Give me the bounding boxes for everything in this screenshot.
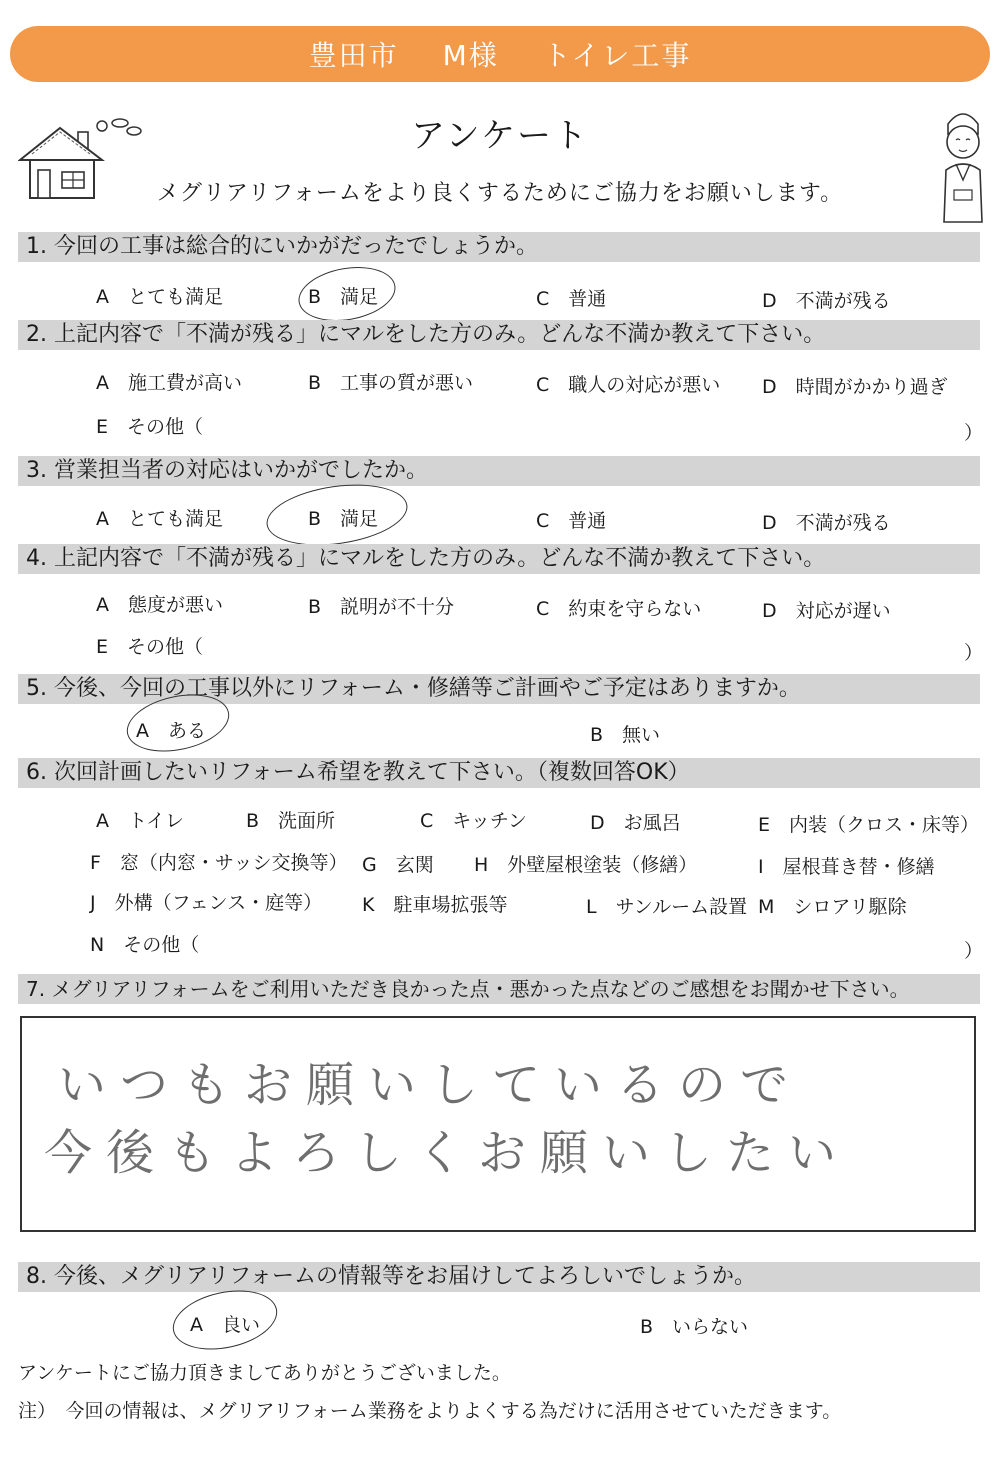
q6-option-k[interactable]: K 駐車場拡張等 <box>362 894 508 916</box>
q6-option-f[interactable]: F 窓（内窓・サッシ交換等） <box>90 852 348 874</box>
q3-option-c[interactable]: C 普通 <box>536 510 607 532</box>
page-title: アンケート <box>411 116 589 156</box>
q2-option-c[interactable]: C 職人の対応が悪い <box>536 374 721 396</box>
q8-option-b[interactable]: B いらない <box>640 1316 749 1338</box>
question-6: 6. 次回計画したいリフォーム希望を教えて下さい。（複数回答OK） <box>18 758 980 788</box>
q6-option-d[interactable]: D お風呂 <box>590 812 681 834</box>
q6-option-e[interactable]: E 内装（クロス・床等） <box>758 814 980 836</box>
q5-option-b[interactable]: B 無い <box>590 724 661 746</box>
q4-option-b[interactable]: B 説明が不十分 <box>308 596 455 618</box>
q1-option-c[interactable]: C 普通 <box>536 288 607 310</box>
footer-thanks: アンケートにご協力頂きましてありがとうございました。 <box>18 1362 511 1384</box>
footer-note: 注） 今回の情報は、メグリアリフォーム業務をよりよくする為だけに活用させていただきます。 <box>18 1400 842 1422</box>
q4-option-a[interactable]: A 態度が悪い <box>96 594 223 616</box>
q6-option-n[interactable]: N その他（ <box>90 934 200 956</box>
q2-option-a[interactable]: A 施工費が高い <box>96 372 242 394</box>
q2-paren-close: ） <box>964 422 984 444</box>
q8-option-a[interactable]: A 良い <box>190 1314 260 1336</box>
q6-option-h[interactable]: H 外壁屋根塗装（修繕） <box>474 854 698 876</box>
q6-option-g[interactable]: G 玄関 <box>362 854 434 876</box>
q6-paren-close: ） <box>964 940 984 962</box>
q3-option-b[interactable]: B 満足 <box>308 508 379 530</box>
q6-option-i[interactable]: I 屋根葺き替・修繕 <box>758 856 935 878</box>
q3-option-a[interactable]: A とても満足 <box>96 508 223 530</box>
question-4: 4. 上記内容で「不満が残る」にマルをした方のみ。どんな不満か教えて下さい。 <box>18 544 980 574</box>
question-2: 2. 上記内容で「不満が残る」にマルをした方のみ。どんな不満か教えて下さい。 <box>18 320 980 350</box>
q2-option-e[interactable]: E その他（ <box>96 416 204 438</box>
q6-option-a[interactable]: A トイレ <box>96 810 185 832</box>
q6-option-m[interactable]: M シロアリ駆除 <box>758 896 907 918</box>
q6-option-j[interactable]: J 外構（フェンス・庭等） <box>90 892 323 914</box>
q4-option-e[interactable]: E その他（ <box>96 636 204 658</box>
q1-option-a[interactable]: A とても満足 <box>96 286 223 308</box>
q6-option-l[interactable]: L サンルーム設置 <box>586 896 748 918</box>
comment-box[interactable] <box>20 1016 976 1232</box>
comment-line-1: いつもお願いしているので <box>58 1057 803 1113</box>
q3-selection-circle <box>263 476 412 553</box>
q2-option-d[interactable]: D 時間がかかり過ぎ <box>762 376 948 398</box>
q1-option-d[interactable]: D 不満が残る <box>762 290 891 312</box>
comment-line-2: 今後もよろしくお願いしたい <box>44 1125 851 1181</box>
header-city: 豊田市 <box>308 39 399 72</box>
q4-paren-close: ） <box>964 642 984 664</box>
q1-option-b[interactable]: B 満足 <box>308 286 379 308</box>
question-8: 8. 今後、メグリアリフォームの情報等をお届けしてよろしいでしょうか。 <box>18 1262 980 1292</box>
q5-option-a[interactable]: A ある <box>136 720 206 742</box>
question-1: 1. 今回の工事は総合的にいかがだったでしょうか。 <box>18 232 980 262</box>
question-3: 3. 営業担当者の対応はいかがでしたか。 <box>18 456 980 486</box>
page-subtitle: メグリアリフォームをより良くするためにご協力をお願いします。 <box>156 181 844 206</box>
question-5: 5. 今後、今回の工事以外にリフォーム・修繕等ご計画やご予定はありますか。 <box>18 674 980 704</box>
q3-option-d[interactable]: D 不満が残る <box>762 512 891 534</box>
q4-option-c[interactable]: C 約束を守らない <box>536 598 702 620</box>
q2-option-b[interactable]: B 工事の質が悪い <box>308 372 474 394</box>
q4-option-d[interactable]: D 対応が遅い <box>762 600 891 622</box>
q6-option-c[interactable]: C キッチン <box>420 810 527 832</box>
q1-selection-circle <box>294 260 400 328</box>
q6-option-b[interactable]: B 洗面所 <box>246 810 336 832</box>
header-work: トイレ工事 <box>542 39 692 72</box>
header-banner <box>10 26 990 82</box>
question-7: 7. メグリアリフォームをご利用いただき良かった点・悪かった点などのご感想をお聞かせ下さい。 <box>18 974 980 1004</box>
q8-selection-circle <box>167 1282 282 1359</box>
header-customer: M様 <box>442 39 499 72</box>
